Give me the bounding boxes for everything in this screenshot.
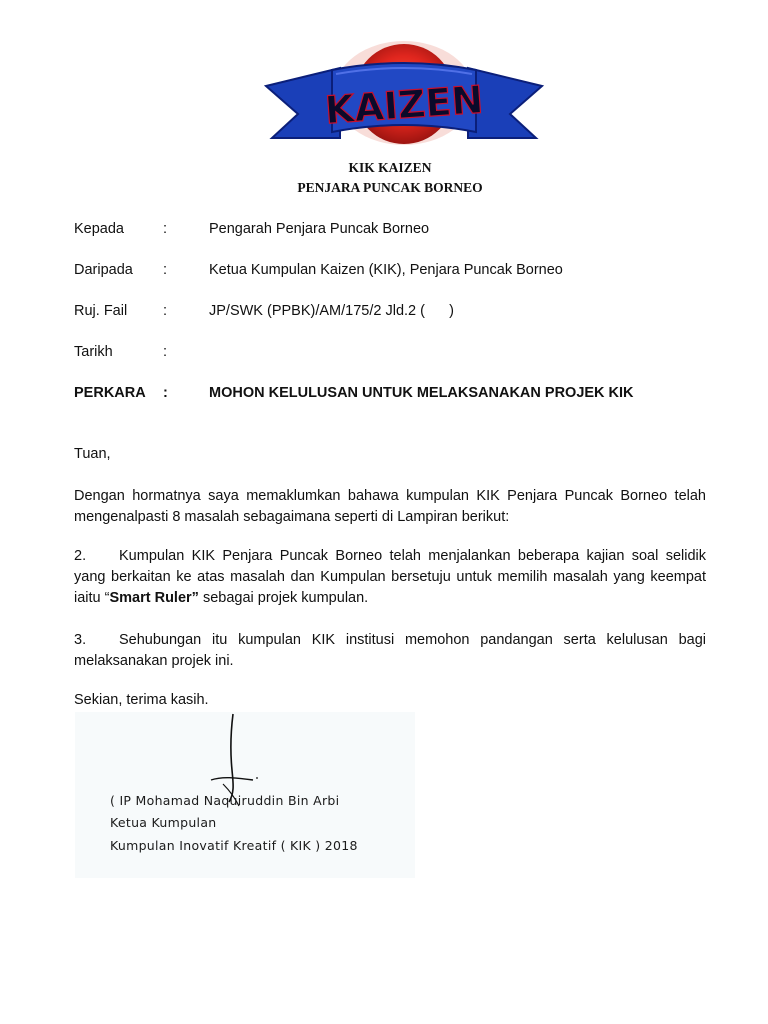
paragraph-2: [74, 546, 706, 609]
paragraph-1: Dengan hormatnya saya memaklumkan bahawa kumpulan KIK Penjara Puncak Borneo telah mengenalpasti 8 masalah sebagaimana seperti di Lampiran berikut:: [74, 488, 706, 525]
field-value: MOHON KELULUSAN UNTUK MELAKSANAKAN PROJEK KIK: [209, 385, 634, 401]
kaizen-logo: [262, 38, 546, 148]
organization-header: [0, 158, 768, 198]
paragraph-number: 2.: [74, 548, 87, 564]
field-colon: :: [163, 344, 168, 360]
signatory-title: Ketua Kumpulan: [110, 815, 217, 830]
field-label: Ruj. Fail: [74, 303, 128, 319]
field-colon: :: [163, 385, 168, 401]
paragraph-number: 3.: [74, 632, 87, 648]
signatory-group: Kumpulan Inovatif Kreatif ( KIK ) 2018: [110, 838, 358, 853]
field-label: Daripada: [74, 262, 133, 278]
field-colon: :: [163, 221, 168, 237]
header-line-1: KIK KAIZEN: [348, 160, 432, 175]
logo-text: KAIZEN: [323, 77, 485, 133]
field-label: PERKARA: [74, 385, 146, 401]
header-line-2: PENJARA PUNCAK BORNEO: [297, 180, 483, 195]
paragraph-3-text: Sehubungan itu kumpulan KIK institusi memohon pandangan serta kelulusan bagi melaksanakan projek ini.: [74, 632, 706, 669]
salutation: Tuan,: [74, 446, 111, 462]
paragraph-3: [74, 630, 706, 672]
field-value: JP/SWK (PPBK)/AM/175/2 Jld.2 ( ): [209, 303, 454, 319]
field-label: Tarikh: [74, 344, 113, 360]
signatory-name: ( IP Mohamad Naquiruddin Bin Arbi: [110, 793, 340, 808]
field-value: Pengarah Penjara Puncak Borneo: [209, 221, 430, 237]
field-colon: :: [163, 262, 168, 278]
paragraph-2-text: Kumpulan KIK Penjara Puncak Borneo telah menjalankan beberapa kajian soal selidik yang berkaitan ke atas masalah dan Kumpulan bersetuju untuk memilih masalah yang keempat iaitu “: [74, 548, 706, 606]
closing: Sekian, terima kasih.: [74, 692, 209, 708]
field-colon: :: [163, 303, 168, 319]
field-label: Kepada: [74, 221, 124, 237]
project-name: Smart Ruler”: [109, 590, 199, 606]
paragraph-2-text-end: sebagai projek kumpulan.: [198, 590, 369, 606]
field-value: Ketua Kumpulan Kaizen (KIK), Penjara Puncak Borneo: [209, 262, 563, 278]
